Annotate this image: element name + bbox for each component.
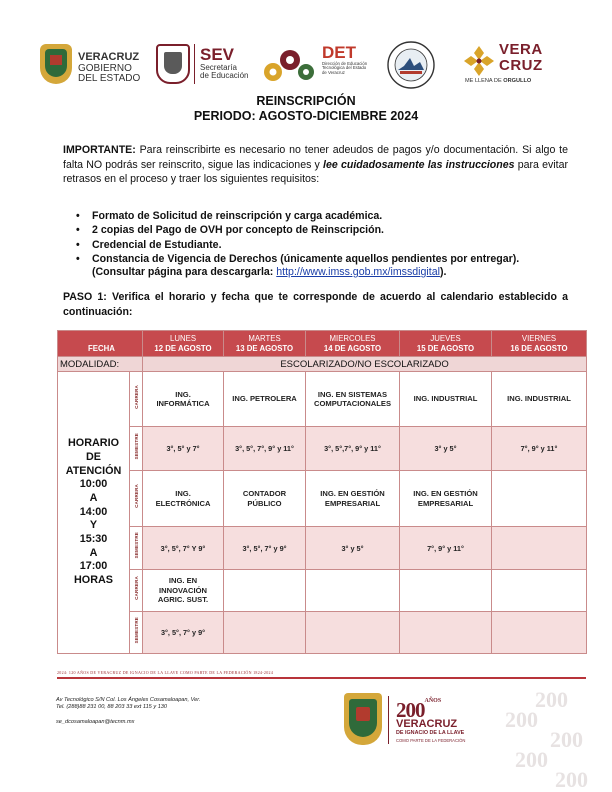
career-cell bbox=[306, 570, 400, 612]
requirements-list bbox=[76, 209, 576, 266]
institute-seal-icon bbox=[386, 40, 436, 90]
step1-text: PASO 1: Verifica el horario y fecha que te corresponde de acuerdo al calendario establecido a continuación: bbox=[63, 291, 568, 318]
modalidad-value: ESCOLARIZADO/NO ESCOLARIZADO bbox=[143, 357, 587, 372]
semester-cell: 3° y 5° bbox=[400, 427, 492, 471]
veracruz-line1: VERACRUZ bbox=[78, 51, 140, 63]
det-abbr: DET bbox=[322, 43, 356, 62]
modalidad-row bbox=[58, 357, 587, 372]
career-cell: ING. INDUSTRIAL bbox=[492, 372, 587, 427]
veracruz-pattern-icon bbox=[462, 44, 496, 78]
anniversary-line1: DE IGNACIO DE LA LLAVE bbox=[396, 730, 465, 736]
career-cell: ING. INDUSTRIAL bbox=[400, 372, 492, 427]
career-cell: ING. EN INNOVACIÓN AGRIC. SUST. bbox=[143, 570, 224, 612]
document-title: REINSCRIPCIÓN bbox=[256, 94, 356, 108]
intro-emphasis: lee cuidadosamente las instrucciones bbox=[323, 158, 515, 171]
det-line2: Tecnológica del Estado bbox=[322, 65, 367, 71]
career-cell bbox=[492, 471, 587, 527]
career-cell: ING. INFORMÁTICA bbox=[143, 372, 224, 427]
semester-cell: 3°, 5°, 7° Y 9° bbox=[143, 527, 224, 570]
sev-line1: Secretaría bbox=[200, 62, 237, 72]
carrera-label: CARRERA bbox=[133, 384, 139, 409]
header-logos bbox=[36, 38, 581, 98]
semestre-label-cell bbox=[130, 527, 143, 570]
semestre-label: SEMESTRE bbox=[133, 616, 139, 644]
day-date: 16 DE AGOSTO bbox=[510, 343, 568, 353]
horario-line: A bbox=[89, 546, 98, 559]
career-cell: ING. ELECTRÓNICA bbox=[143, 471, 224, 527]
day-date: 15 DE AGOSTO bbox=[416, 343, 475, 353]
veracruz-shield-icon bbox=[344, 693, 382, 745]
footer-email: se_dcosamaloapan@tecnm.mx bbox=[56, 719, 135, 725]
period-title: PERIODO: AGOSTO-DICIEMBRE 2024 bbox=[193, 109, 419, 123]
watermark-text: 200 bbox=[555, 767, 588, 792]
semester-cell: 3°, 5°, 7°, 9° y 11° bbox=[224, 427, 306, 471]
horario-line: 14:00 bbox=[79, 505, 108, 518]
sev-line2: de Educación bbox=[200, 71, 249, 81]
veracruz-brand-line2: CRUZ bbox=[499, 56, 543, 74]
day-header-thu bbox=[400, 331, 492, 357]
requirement-item: • Formato de Solicitud de reinscripción y carga académica. bbox=[76, 209, 576, 223]
requirement-item: • Credencial de Estudiante. bbox=[76, 238, 576, 252]
horario-line: HORAS bbox=[74, 574, 113, 587]
sev-emblem-icon bbox=[156, 44, 190, 84]
det-line1: Dirección de Educación bbox=[322, 60, 368, 66]
imss-link[interactable]: http://www.imss.gob.mx/imssdigital bbox=[276, 266, 440, 278]
det-line3: de Veracruz bbox=[322, 69, 345, 75]
footer-watermark bbox=[495, 690, 612, 792]
horario-line: 15:30 bbox=[79, 533, 108, 546]
intro-paragraph bbox=[63, 143, 568, 187]
horario-line: ATENCIÓN bbox=[65, 464, 122, 477]
career-row bbox=[58, 471, 587, 527]
career-cell bbox=[224, 570, 306, 612]
anniversary-anos: AÑOS bbox=[424, 698, 442, 704]
day-header-mon bbox=[143, 331, 224, 357]
carrera-label: CARRERA bbox=[133, 484, 139, 508]
semester-cell bbox=[224, 612, 306, 654]
day-header-fri bbox=[492, 331, 587, 357]
horario-cell bbox=[58, 372, 130, 654]
semester-cell bbox=[492, 527, 587, 570]
footer-divider bbox=[57, 677, 586, 679]
carrera-label-cell bbox=[130, 471, 143, 527]
career-cell: ING. EN GESTIÓN EMPRESARIAL bbox=[400, 471, 492, 527]
watermark-text: 200 bbox=[550, 727, 583, 752]
anniversary-number: 200 bbox=[396, 698, 425, 722]
intro-text-a: Para reinscribirte es necesario no tener adeudos de pagos y/o documentación. Si algo te falta NO podrás ser reinscrito, sigue las indicaciones y bbox=[63, 144, 568, 171]
career-cell bbox=[400, 570, 492, 612]
watermark-text: 200 bbox=[535, 690, 568, 712]
semester-cell: 3°, 5°, 7° y 9° bbox=[143, 612, 224, 654]
career-row bbox=[58, 372, 587, 427]
semester-cell: 7°, 9° y 11° bbox=[400, 527, 492, 570]
det-gears-icon bbox=[262, 46, 316, 84]
fecha-header: FECHA bbox=[58, 331, 143, 357]
semester-cell: 3° y 5° bbox=[306, 527, 400, 570]
semester-row bbox=[58, 527, 587, 570]
day-header-wed bbox=[306, 331, 400, 357]
horario-line: Y bbox=[89, 519, 98, 532]
semester-row bbox=[58, 427, 587, 471]
semester-cell: 3°, 5°,7°, 9° y 11° bbox=[306, 427, 400, 471]
day-name: LUNES bbox=[170, 333, 197, 343]
requirement-item: • Constancia de Vigencia de Derechos (únicamente aquellos pendientes por entregar). bbox=[76, 252, 576, 266]
calendar-table bbox=[57, 330, 587, 654]
day-header-tue bbox=[224, 331, 306, 357]
day-name: MIERCOLES bbox=[329, 333, 376, 343]
career-cell bbox=[492, 570, 587, 612]
semestre-label-cell bbox=[130, 612, 143, 654]
semester-cell bbox=[400, 612, 492, 654]
career-row bbox=[58, 570, 587, 612]
semestre-label-cell bbox=[130, 427, 143, 471]
day-name: JUEVES bbox=[430, 333, 461, 343]
day-date: 13 DE AGOSTO bbox=[235, 343, 294, 353]
carrera-label: CARRERA bbox=[133, 576, 139, 600]
requirement-note-end: ). bbox=[439, 266, 447, 278]
anniversary-line2: COMO PARTE DE LA FEDERACIÓN bbox=[396, 738, 466, 743]
watermark-text: 200 bbox=[515, 747, 548, 772]
requirement-item: • 2 copias del Pago de OVH por concepto de Reinscripción. bbox=[76, 223, 576, 237]
career-cell: CONTADOR PÚBLICO bbox=[224, 471, 306, 527]
requirement-note-text: (Consultar página para descargarla: bbox=[92, 266, 277, 278]
footer-phone: Tel. (288)88 231 00, 88 203 33 ext 115 y 130 bbox=[56, 704, 168, 710]
footer-band: 2024: 120 AÑOS DE VERACRUZ DE IGNACIO DE LA LLAVE COMO PARTE DE LA FEDERACIÓN 1824-2024 bbox=[57, 670, 274, 675]
veracruz-brand-line1: VERA bbox=[499, 41, 543, 58]
semestre-label: SEMESTRE bbox=[133, 432, 139, 460]
veracruz-tagline-b: ORGULLO bbox=[503, 78, 532, 84]
career-cell: ING. EN GESTIÓN EMPRESARIAL bbox=[306, 471, 400, 527]
career-cell: ING. EN SISTEMAS COMPUTACIONALES bbox=[306, 372, 400, 427]
semester-cell: 3°, 5°, 7° y 9° bbox=[224, 527, 306, 570]
modalidad-label: MODALIDAD: bbox=[58, 357, 143, 372]
veracruz-shield-icon bbox=[40, 44, 72, 84]
semester-cell: 7°, 9° y 11° bbox=[492, 427, 587, 471]
carrera-label-cell bbox=[130, 372, 143, 427]
sev-abbr: SEV bbox=[200, 45, 235, 64]
veracruz-tagline-a: ME LLENA DE bbox=[465, 78, 504, 84]
carrera-label-cell bbox=[130, 570, 143, 612]
day-date: 12 DE AGOSTO bbox=[154, 343, 212, 353]
important-label: IMPORTANTE: bbox=[63, 144, 136, 156]
day-date: 14 DE AGOSTO bbox=[323, 343, 382, 353]
semestre-label: SEMESTRE bbox=[133, 532, 139, 559]
semester-cell bbox=[492, 612, 587, 654]
anniversary-name: VERACRUZ bbox=[396, 718, 458, 730]
footer-address: Av Tecnológico S/N Col. Los Ángeles Cosamaloapan, Ver. bbox=[56, 697, 201, 703]
career-cell: ING. PETROLERA bbox=[224, 372, 306, 427]
intro-text-b: para evitar retrasos en el proceso y traer los siguientes requisitos: bbox=[63, 158, 569, 185]
horario-line: A bbox=[89, 491, 98, 504]
horario-line: HORARIO bbox=[68, 437, 119, 450]
table-header-row bbox=[58, 331, 587, 357]
semester-row bbox=[58, 612, 587, 654]
requirement-note bbox=[92, 266, 446, 278]
semester-cell bbox=[306, 612, 400, 654]
day-name: MARTES bbox=[248, 333, 281, 343]
horario-line: 17:00 bbox=[79, 560, 108, 573]
watermark-text: 200 bbox=[505, 707, 538, 732]
veracruz-line3: DEL ESTADO bbox=[78, 73, 141, 85]
horario-line: DE bbox=[86, 450, 101, 463]
day-name: VIERNES bbox=[521, 333, 557, 343]
veracruz-line2: GOBIERNO bbox=[78, 62, 132, 74]
horario-line: 10:00 bbox=[79, 478, 108, 491]
semester-cell: 3°, 5° y 7° bbox=[143, 427, 224, 471]
